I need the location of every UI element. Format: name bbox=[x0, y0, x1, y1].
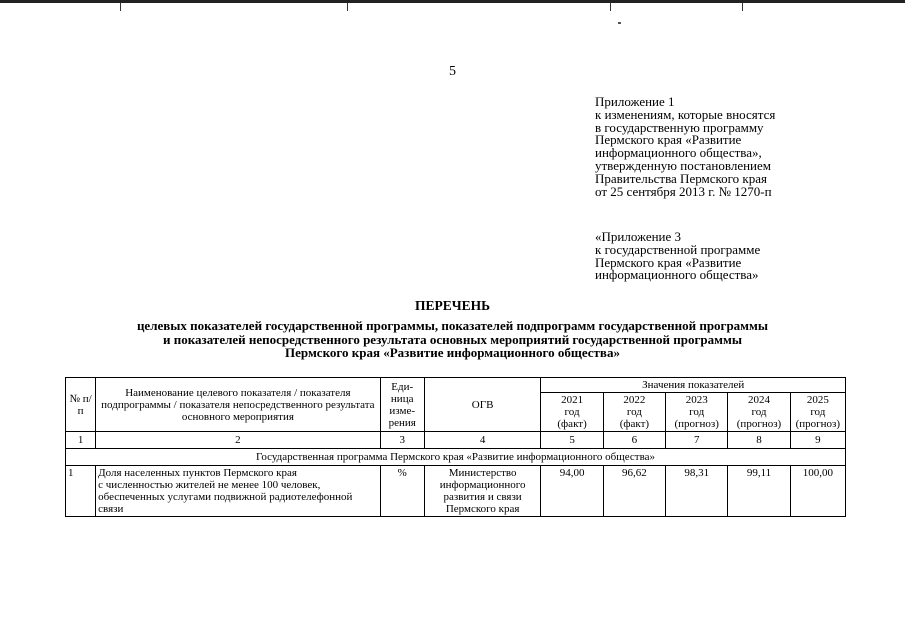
scan-artifact bbox=[742, 3, 743, 11]
row-value: 96,62 bbox=[603, 466, 665, 517]
scan-edge bbox=[0, 0, 905, 3]
section-title: Государственная программа Пермского края «Развитие информационного общества» bbox=[66, 449, 846, 466]
header-year: 2025 год (прогноз) bbox=[790, 393, 845, 432]
table-row bbox=[66, 466, 846, 517]
column-number: 5 bbox=[541, 432, 603, 449]
column-number: 8 bbox=[728, 432, 790, 449]
column-number: 6 bbox=[603, 432, 665, 449]
column-number-row bbox=[66, 432, 846, 449]
scan-artifact bbox=[610, 3, 611, 11]
scan-speck bbox=[618, 22, 621, 24]
page-number: 5 bbox=[449, 64, 456, 79]
header-year: 2021 год (факт) bbox=[541, 393, 603, 432]
header-year: 2024 год (прогноз) bbox=[728, 393, 790, 432]
column-number: 1 bbox=[66, 432, 96, 449]
column-number: 3 bbox=[380, 432, 424, 449]
scan-artifact bbox=[120, 3, 121, 11]
header-ogv: ОГВ bbox=[424, 378, 541, 432]
indicators-table bbox=[65, 377, 846, 517]
row-num: 1 bbox=[66, 466, 96, 517]
header-name: Наименование целевого показателя / показателя подпрограммы / показателя непосредственного результата основного мероприятия bbox=[96, 378, 380, 432]
header-num: № п/п bbox=[66, 378, 96, 432]
section-row bbox=[66, 449, 846, 466]
header-values: Значения показателей bbox=[541, 378, 846, 393]
row-value: 94,00 bbox=[541, 466, 603, 517]
header-year: 2023 год (прогноз) bbox=[666, 393, 728, 432]
document-subtitle: целевых показателей государственной программы, показателей подпрограмм государственной программы и показателей непосредственного результата основных мероприятий государственной программы Пермского края «Развитие информационного общества» bbox=[136, 318, 769, 360]
column-number: 7 bbox=[666, 432, 728, 449]
column-number: 9 bbox=[790, 432, 845, 449]
row-unit: % bbox=[380, 466, 424, 517]
scan-artifact bbox=[347, 3, 348, 11]
header-year: 2022 год (факт) bbox=[603, 393, 665, 432]
header-row bbox=[66, 378, 846, 393]
row-value: 98,31 bbox=[666, 466, 728, 517]
column-number: 2 bbox=[96, 432, 380, 449]
row-value: 99,11 bbox=[728, 466, 790, 517]
row-value: 100,00 bbox=[790, 466, 845, 517]
row-ogv: Министерство информационного развития и связи Пермского края bbox=[424, 466, 541, 517]
row-name: Доля населенных пунктов Пермского края с численностью жителей не менее 100 человек, обеспеченных услугами подвижной радиотелефонной связи bbox=[96, 466, 380, 517]
document-title: ПЕРЕЧЕНЬ bbox=[414, 298, 491, 313]
appendix-1-block: Приложение 1 к изменениям, которые вносятся в государственную программу Пермского края «Развитие информационного общества», утвержденную постановлением Правительства Пермского края от 25 сентября 2013 г. № 1270-п bbox=[595, 94, 776, 199]
header-unit: Еди-ница изме-рения bbox=[380, 378, 424, 432]
column-number: 4 bbox=[424, 432, 541, 449]
appendix-3-block: «Приложение 3 к государственной программе Пермского края «Развитие информационного общества» bbox=[595, 229, 761, 283]
